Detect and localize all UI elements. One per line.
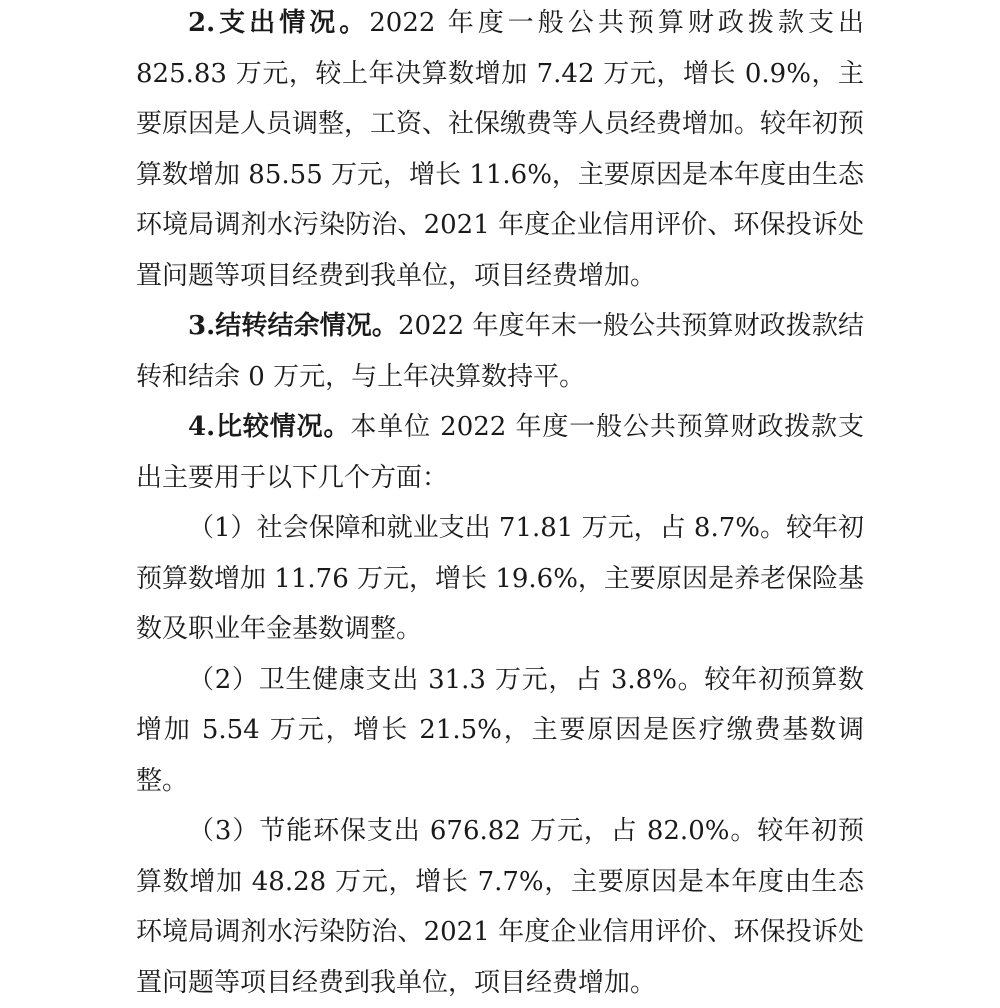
body-carryover: 2022 年度年末一般公共预算财政拨款结转和结余 0 万元，与上年决算数持平。 bbox=[136, 311, 864, 392]
body-comparison: 本单位 2022 年度一般公共预算财政拨款支出主要用于以下几个方面： bbox=[136, 412, 864, 493]
paragraph-comparison bbox=[136, 402, 864, 503]
heading-carryover: 3.结转结余情况。 bbox=[188, 311, 398, 341]
heading-expenditure: 2.支出情况。 bbox=[188, 8, 370, 38]
body-expenditure: 2022 年度一般公共预算财政拨款支出 825.83 万元，较上年决算数增加 7.42 万元，增长 0.9%，主要原因是人员调整，工资、社保缴费等人员经费增加。较年初预算数增加 85.55 万元，增长 11.6%，主要原因是本年度由生态环境局调剂水污染防治、2021 年度企业信用评价、环保投诉处置问题等项目经费到我单位，项目经费增加。 bbox=[136, 8, 865, 291]
item-health: （2）卫生健康支出 31.3 万元，占 3.8%。较年初预算数增加 5.54 万元，增长 21.5%，主要原因是医疗缴费基数调整。 bbox=[136, 664, 864, 796]
item-social-security: （1）社会保障和就业支出 71.81 万元，占 8.7%。较年初预算数增加 11.76 万元，增长 19.6%，主要原因是养老保险基数及职业年金基数调整。 bbox=[136, 513, 864, 644]
document-page bbox=[136, 0, 864, 1008]
item-environment: （3）节能环保支出 676.82 万元，占 82.0%。较年初预算数增加 48.28 万元，增长 7.7%，主要原因是本年度由生态环境局调剂水污染防治、2021 年度企业信用评价、环保投诉处置问题等项目经费到我单位，项目经费增加。 bbox=[136, 816, 864, 998]
paragraph-carryover bbox=[136, 301, 864, 402]
paragraph-expenditure bbox=[136, 0, 864, 301]
heading-comparison: 4.比较情况。 bbox=[188, 412, 351, 442]
